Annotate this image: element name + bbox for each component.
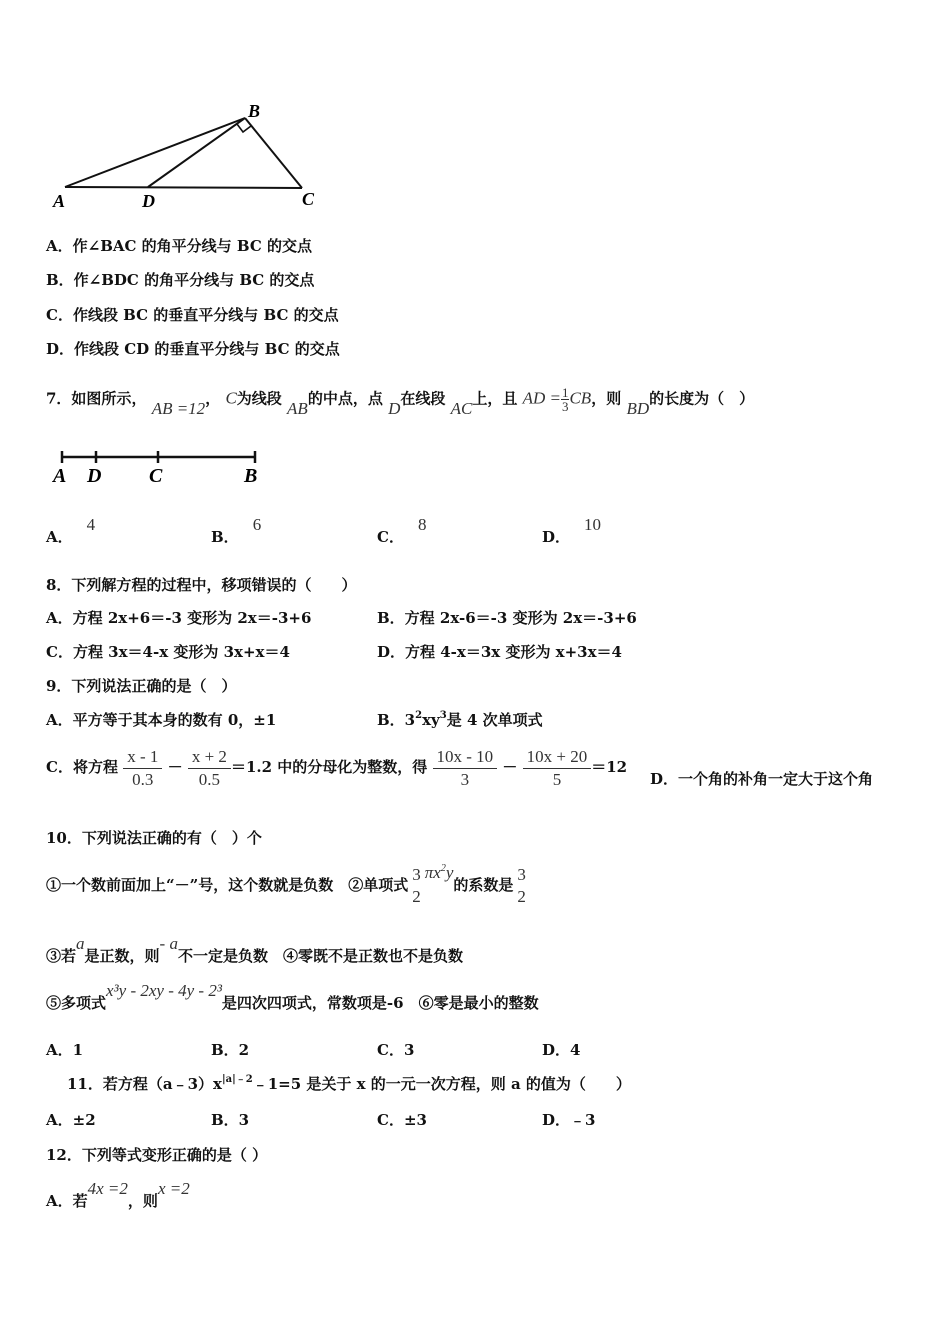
q11-stem: 11．若方程$(a﹣3)x^{|a|﹣2}﹣1=5$ 是关于 x 的一元一次方程，则 a 的值为（ ） <box>67 1074 631 1093</box>
q8-option-b: B．方程 2x-6＝-3 变形为 2x＝-3+6 <box>377 609 637 627</box>
q9-fraction-3: $\frac{10x - 10}{3}$ <box>433 746 498 791</box>
q8-option-d: D．方程 4-x＝3x 变形为 x+3x＝4 <box>377 643 622 661</box>
triangle-figure <box>40 95 340 215</box>
label-c: C <box>302 189 315 209</box>
q10-stem: 10．下列说法正确的有（ ）个 <box>46 829 262 847</box>
segment-db <box>148 118 245 187</box>
label-b: B <box>248 101 261 121</box>
q7-fraction-third: $\frac{1}{3}$ <box>561 385 569 414</box>
q12-option-a: A．若4x =2，则x =2 <box>46 1179 190 1210</box>
q10-option-b: B．2 <box>211 1041 250 1059</box>
q11-option-b: B．3 <box>211 1111 250 1129</box>
q7-math-d: D <box>388 398 401 418</box>
q9-fraction-4: $\frac{10x + 20}{5}$ <box>523 746 592 791</box>
q7-math-c: C <box>225 388 237 408</box>
q6-option-c: C．作线段 BC 的垂直平分线与 BC 的交点 <box>46 306 339 324</box>
segment-ab <box>65 118 245 187</box>
q7-number: 7．如图所示， <box>46 389 147 408</box>
q10-coefficient: 3 2 <box>517 865 526 906</box>
q11-option-d: D．﹣3 <box>542 1111 596 1129</box>
point-label-c: C <box>149 465 163 487</box>
q7-option-a: A．4 <box>46 515 96 546</box>
q9-stem: 9．下列说法正确的是（ ） <box>46 677 237 695</box>
q8-option-a: A．方程 2x+6＝-3 变形为 2x＝-3+6 <box>46 609 312 627</box>
q10-statement-3-4: ③若a是正数，则- a不一定是负数 ④零既不是正数也不是负数 <box>46 934 463 965</box>
q11-option-a: A．±2 <box>46 1111 96 1129</box>
q6-option-a: A．作∠BAC 的角平分线与 BC 的交点 <box>46 237 313 255</box>
q6-option-d: D．作线段 CD 的垂直平分线与 BC 的交点 <box>46 340 340 358</box>
q10-monomial: $\pi x^2y$ <box>424 863 454 882</box>
q7-math-bd: BD <box>626 398 650 418</box>
right-angle-mark <box>237 124 251 132</box>
q10-statement-1-2: ①一个数前面加上“－”号，这个数就是负数 ②单项式 3 2 $\pi x^2y$的系数是 3 2 <box>46 862 530 911</box>
segment-figure <box>50 445 270 490</box>
q7-stem: 7．如图所示， AB =12， C为线段 AB的中点，点 D在线段 AC上，且 AD = $\frac{1}{3}$ CB，则 BD的长度为（ ） <box>46 385 755 418</box>
q7-math-ad: AD = <box>522 388 561 408</box>
q8-stem: 8．下列解方程的过程中，移项错误的（ ） <box>46 576 357 594</box>
q9-option-c: C．将方程 $\frac{x - 1}{0.3}$ － $\frac{x + 2}{0.5}$ ＝1.2 中的分母化为整数，得 $\frac{10x - 10}{3}$ － $\frac{10x + 20}{5}$ ＝12 <box>46 746 628 789</box>
q10-option-d: D．4 <box>542 1041 581 1059</box>
point-label-a: A <box>53 465 67 487</box>
segment-bc <box>245 118 302 188</box>
q6-option-b: B．作∠BDC 的角平分线与 BC 的交点 <box>46 271 315 289</box>
q7-option-b: B．6 <box>211 515 262 546</box>
q7-math-ac: AC <box>450 398 473 418</box>
q9-option-d: D．一个角的补角一定大于这个角 <box>650 770 874 788</box>
label-a: A <box>53 191 66 211</box>
point-label-b: B <box>244 465 258 487</box>
q10-polynomial: x³y - 2xy - 4y - 2³ <box>106 981 222 1000</box>
q10-statement-5-6: ⑤多项式x³y - 2xy - 4y - 2³是四次四项式，常数项是-6 ⑥零是最小的整数 <box>46 981 539 1012</box>
q9-option-a: A．平方等于其本身的数有 0，±1 <box>46 711 277 729</box>
q7-option-d: D．10 <box>542 515 602 546</box>
q10-option-c: C．3 <box>377 1041 415 1059</box>
q7-math-ab2: AB <box>287 398 308 418</box>
q8-option-c: C．方程 3x＝4-x 变形为 3x+x＝4 <box>46 643 290 661</box>
q11-option-c: C．±3 <box>377 1111 427 1129</box>
point-label-d: D <box>87 465 102 487</box>
q7-option-c: C．8 <box>377 515 427 546</box>
segment-ac <box>65 187 302 188</box>
label-d: D <box>142 191 155 211</box>
q9-fraction-2: $\frac{x + 2}{0.5}$ <box>188 746 231 791</box>
q10-option-a: A．1 <box>46 1041 84 1059</box>
q9-fraction-1: $\frac{x - 1}{0.3}$ <box>123 746 162 791</box>
q12-stem: 12．下列等式变形正确的是（ ） <box>46 1146 268 1164</box>
q10-monomial-coef: 3 2 <box>412 865 421 906</box>
q7-math-ab: AB =12 <box>151 398 206 418</box>
q9-option-b: B．$3^2xy^3$是 4 次单项式 <box>377 710 543 729</box>
